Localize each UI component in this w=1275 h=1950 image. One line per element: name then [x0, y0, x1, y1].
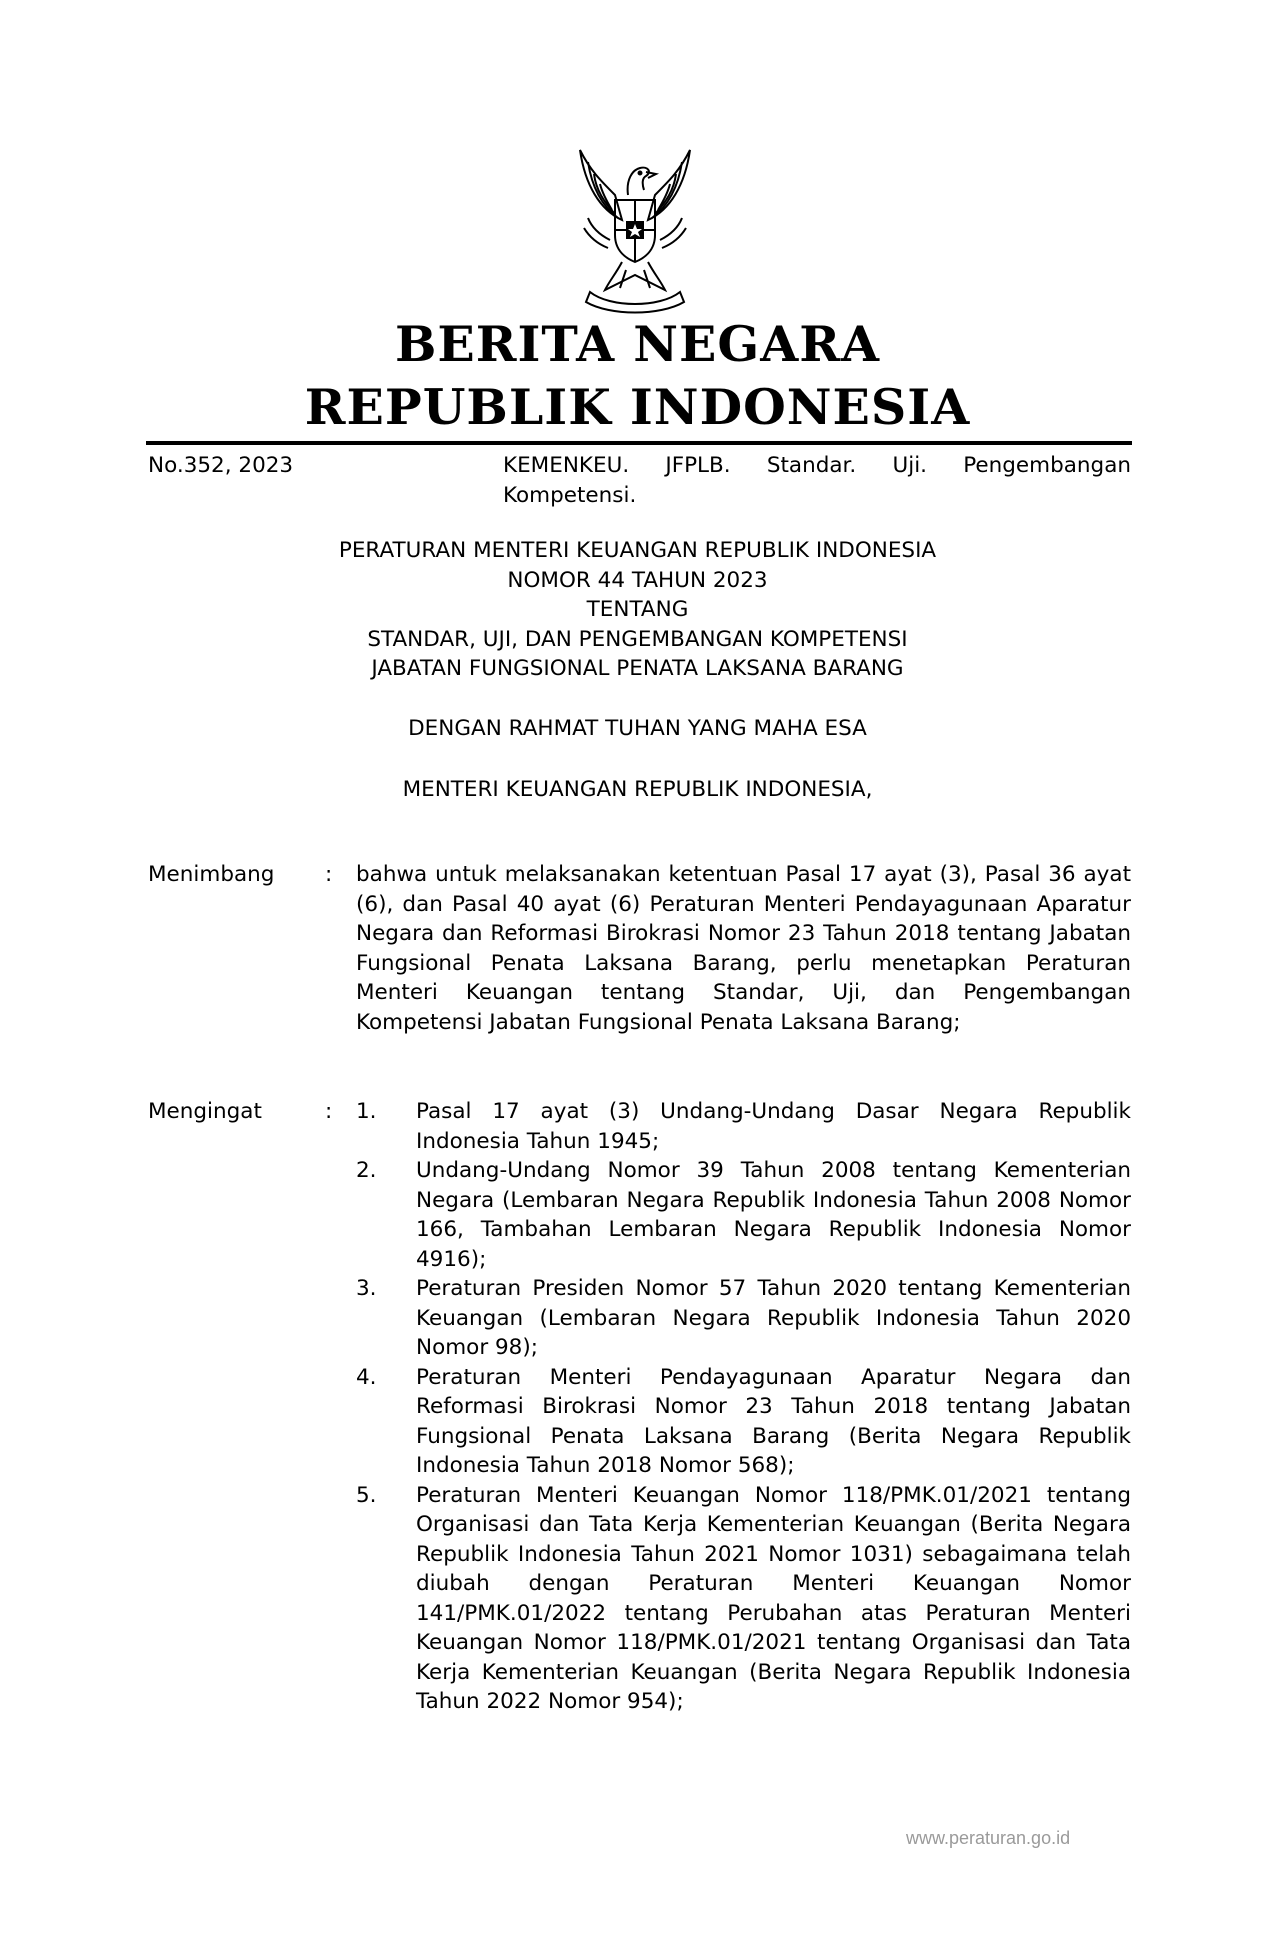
list-item-number: 5.	[356, 1482, 377, 1508]
minister-heading: MENTERI KEUANGAN REPUBLIK INDONESIA,	[402, 777, 873, 802]
list-item-text: Peraturan Menteri Keuangan Nomor 118/PMK.01/2021 tentang Organisasi dan Tata Kerja Kementerian Keuangan (Berita Negara Republik Indonesia Tahun 2021 Nomor 1031) sebagaimana telah diubah dengan Peraturan Menteri Keuangan Nomor 141/PMK.01/2022 tentang Perubahan atas Peraturan Menteri Keuangan Nomor 118/PMK.01/2021 tentang Organisasi dan Tata Kerja Kementerian Keuangan (Berita Negara Republik Indonesia Tahun 2022 Nomor 954);	[416, 1482, 1131, 1714]
menimbang-text: bahwa untuk melaksanakan ketentuan Pasal 17 ayat (3), Pasal 36 ayat (6), dan Pasal 40 ayat (6) Peraturan Menteri Pendayagunaan Aparatur Negara dan Reformasi Birokrasi Nomor 23 Tahun 2018 tentang Jabatan Fungsional Penata Laksana Barang, perlu menetapkan Peraturan Menteri Keuangan tentang Standar, Uji, dan Pengembangan Kompetensi Jabatan Fungsional Penata Laksana Barang;	[356, 862, 1131, 1035]
list-item-text: Peraturan Presiden Nomor 57 Tahun 2020 tentang Kementerian Keuangan (Lembaran Negara Republik Indonesia Tahun 2020 Nomor 98);	[416, 1276, 1131, 1360]
regulation-title-line: JABATAN FUNGSIONAL PENATA LAKSANA BARANG	[371, 656, 904, 681]
masthead-title-line2: REPUBLIK INDONESIA	[304, 378, 971, 436]
list-item-number: 1.	[356, 1099, 377, 1124]
menimbang-colon: :	[325, 862, 333, 887]
mengingat-list	[346, 1097, 1131, 1717]
list-item	[346, 1363, 1131, 1481]
mengingat-label: Mengingat	[148, 1099, 262, 1124]
footer-url: www.peraturan.go.id	[906, 1828, 1071, 1848]
gazette-keywords: KEMENKEU. JFPLB. Standar. Uji. Pengembangan Kompetensi.	[503, 453, 1131, 508]
list-item-number: 3.	[356, 1276, 377, 1301]
mengingat-colon: :	[325, 1099, 333, 1124]
list-item-text: Undang-Undang Nomor 39 Tahun 2008 tentang Kementerian Negara (Lembaran Negara Republik Indonesia Tahun 2008 Nomor 166, Tambahan Lembaran Negara Republik Indonesia Nomor 4916);	[416, 1158, 1131, 1272]
list-item	[346, 1156, 1131, 1274]
gazette-number: No.352, 2023	[148, 453, 294, 478]
list-item-number: 2.	[356, 1158, 377, 1183]
invocation: DENGAN RAHMAT TUHAN YANG MAHA ESA	[408, 716, 867, 741]
masthead-title-line1: BERITA NEGARA	[394, 315, 880, 373]
regulation-title-line: STANDAR, UJI, DAN PENGEMBANGAN KOMPETENSI	[367, 626, 908, 652]
list-item-text: Peraturan Menteri Pendayagunaan Aparatur Negara dan Reformasi Birokrasi Nomor 23 Tahun 2018 tentang Jabatan Fungsional Penata Laksana Barang (Berita Negara Republik Indonesia Tahun 2018 Nomor 568);	[416, 1364, 1131, 1478]
menimbang-label: Menimbang	[148, 862, 275, 887]
garuda-emblem-icon	[560, 140, 710, 315]
regulation-title-line: TENTANG	[586, 597, 689, 622]
list-item-text: Pasal 17 ayat (3) Undang-Undang Dasar Negara Republik Indonesia Tahun 1945;	[416, 1099, 1131, 1154]
regulation-title-line: NOMOR 44 TAHUN 2023	[507, 567, 768, 593]
regulation-title-line: PERATURAN MENTERI KEUANGAN REPUBLIK INDONESIA	[338, 538, 937, 563]
masthead-divider	[146, 441, 1132, 445]
list-item-number: 4.	[356, 1364, 377, 1390]
regulation-title-block	[0, 536, 1275, 684]
list-item	[346, 1274, 1131, 1363]
list-item	[346, 1097, 1131, 1156]
list-item	[346, 1481, 1131, 1717]
